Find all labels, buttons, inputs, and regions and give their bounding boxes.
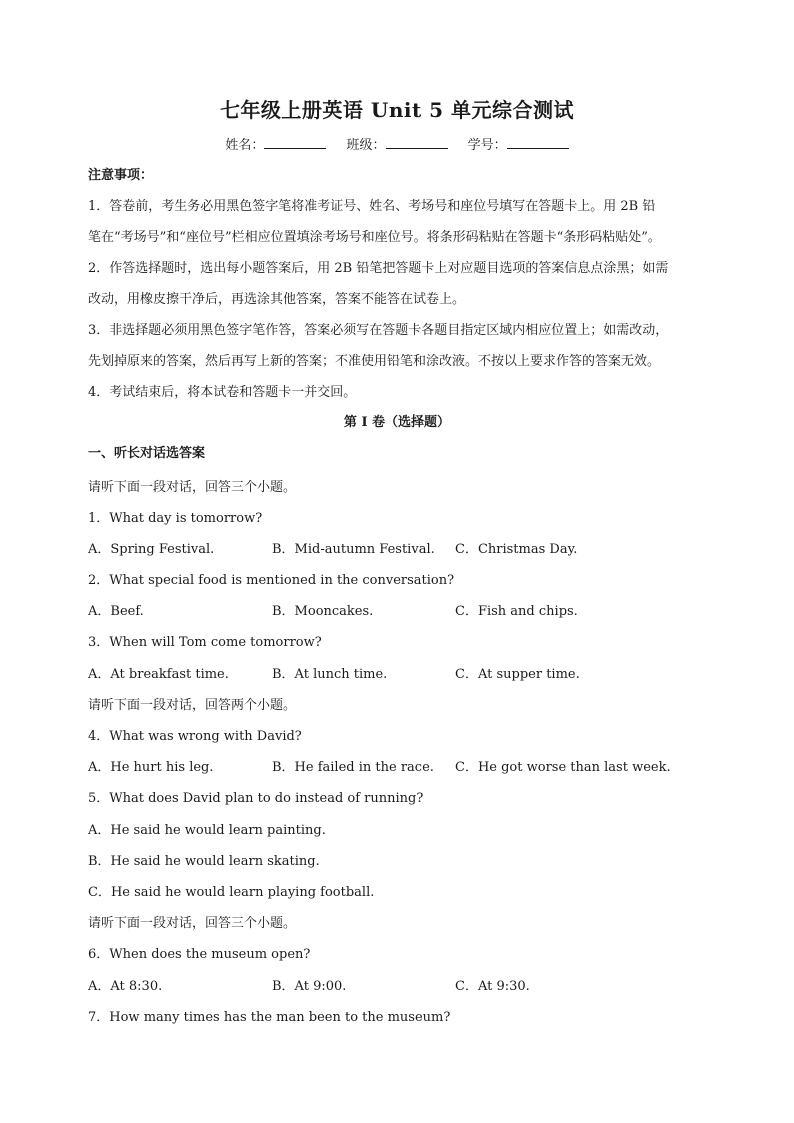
dialogue-intro-3: 请听下面一段对话，回答三个小题。 <box>88 916 297 931</box>
q6-option-a: A．At 8:30. <box>88 979 163 994</box>
notice-item-3-line-1: 3．非选择题必须用黑色签字笔作答，答案必须写在答题卡各题目指定区域内相应位置上；如需改动， <box>88 323 669 338</box>
page-title: 七年级上册英语 Unit 5 单元综合测试 <box>219 98 575 122</box>
dialogue-intro-2: 请听下面一段对话，回答两个小题。 <box>88 698 297 713</box>
q6-option-b: B．At 9:00. <box>272 979 347 994</box>
notice-item-4: 4．考试结束后，将本试卷和答题卡一并交回。 <box>88 385 357 400</box>
q5-option-c: C．He said he would learn playing football. <box>88 885 375 900</box>
q2-option-a: A．Beef. <box>88 604 144 619</box>
question-4: 4．What was wrong with David? <box>88 729 302 744</box>
question-2: 2．What special food is mentioned in the conversation? <box>88 573 455 588</box>
name-blank <box>264 136 326 149</box>
class-field <box>346 134 447 153</box>
class-label: 班级： <box>346 138 386 153</box>
notice-item-1-line-2: 笔在“考场号”和“座位号”栏相应位置填涂考场号和座位号。将条形码粘贴在答题卡“条形码粘贴处”。 <box>88 230 661 245</box>
notice-heading: 注意事项： <box>88 168 154 183</box>
question-5: 5．What does David plan to do instead of running? <box>88 791 424 806</box>
id-field <box>468 134 569 153</box>
q2-option-b: B．Mooncakes. <box>272 604 374 619</box>
notice-item-1-line-1: 1．答卷前，考生务必用黑色签字笔将准考证号、姓名、考场号和座位号填写在答题卡上。用 2B 铅 <box>88 199 656 214</box>
q1-option-c: C．Christmas Day. <box>455 542 578 557</box>
id-label: 学号： <box>467 138 507 153</box>
q3-option-c: C．At supper time. <box>455 667 580 682</box>
question-3: 3．When will Tom come tomorrow? <box>88 635 322 650</box>
q5-option-a: A．He said he would learn painting. <box>88 823 326 838</box>
name-label: 姓名： <box>225 138 265 153</box>
q4-option-a: A．He hurt his leg. <box>88 760 214 775</box>
question-6: 6．When does the museum open? <box>88 947 311 962</box>
q6-option-c: C．At 9:30. <box>455 979 530 994</box>
q2-option-c: C．Fish and chips. <box>455 604 578 619</box>
class-blank <box>386 136 448 149</box>
section-heading: 一、听长对话选答案 <box>88 446 206 461</box>
id-blank <box>507 136 569 149</box>
q5-option-b: B．He said he would learn skating. <box>88 854 320 869</box>
notice-item-2-line-1: 2．作答选择题时，选出每小题答案后，用 2B 铅笔把答题卡上对应题目选项的答案信息点涂黑；如需 <box>88 261 669 276</box>
q4-option-c: C．He got worse than last week. <box>455 760 671 775</box>
student-info-line <box>0 134 794 153</box>
q3-option-a: A．At breakfast time. <box>88 667 229 682</box>
question-7: 7．How many times has the man been to the museum? <box>88 1010 451 1025</box>
q1-option-a: A．Spring Festival. <box>88 542 215 557</box>
notice-item-3-line-2: 先划掉原来的答案，然后再写上新的答案；不准使用铅笔和涂改液。不按以上要求作答的答案无效。 <box>88 354 661 369</box>
notice-item-2-line-2: 改动，用橡皮擦干净后，再选涂其他答案，答案不能答在试卷上。 <box>88 292 466 307</box>
q3-option-b: B．At lunch time. <box>272 667 388 682</box>
volume-title: 第 I 卷（选择题） <box>343 415 451 430</box>
name-field <box>225 134 326 153</box>
question-1: 1．What day is tomorrow? <box>88 511 263 526</box>
q4-option-b: B．He failed in the race. <box>272 760 434 775</box>
dialogue-intro-1: 请听下面一段对话，回答三个小题。 <box>88 480 297 495</box>
q1-option-b: B．Mid-autumn Festival. <box>272 542 435 557</box>
